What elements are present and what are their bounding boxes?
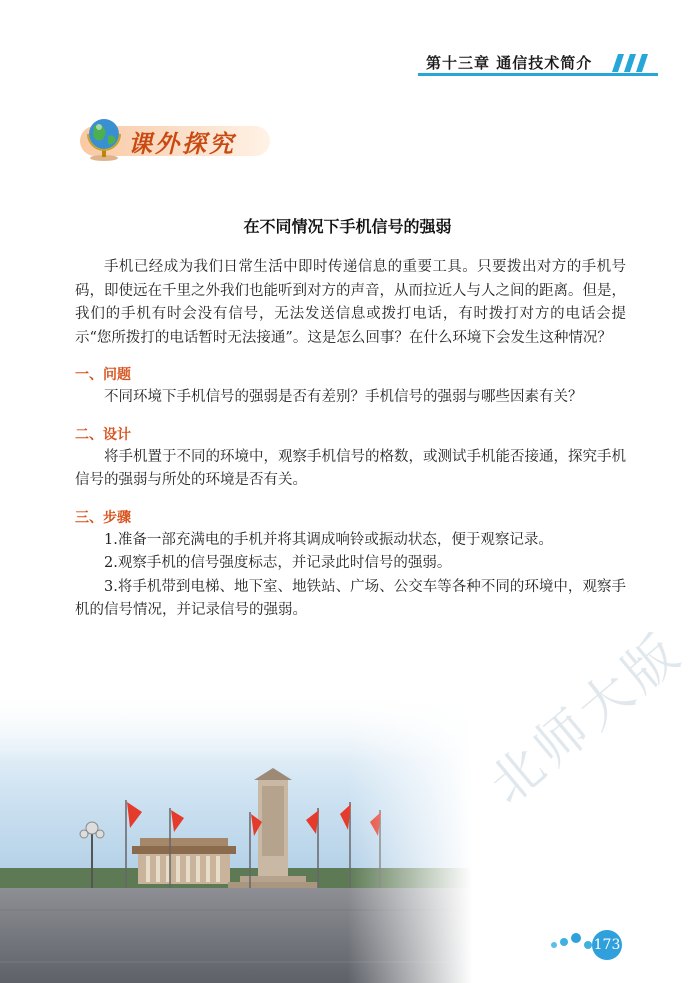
section-badge bbox=[70, 114, 270, 160]
header-underline bbox=[418, 73, 658, 76]
chapter-header bbox=[418, 52, 658, 76]
badge-title: 课外探究 bbox=[128, 130, 236, 158]
watermark: 北师大版 bbox=[478, 620, 695, 816]
section-heading-steps: 三、步骤 bbox=[75, 509, 131, 526]
step-2: 2.观察手机的信号强度标志，并记录此时信号的强弱。 bbox=[104, 555, 452, 571]
design-paragraph: 将手机置于不同的环境中，观察手机信号的格数，或测试手机能否接通，探究手机信号的强弱与所处的环境是否有关。 bbox=[75, 448, 626, 488]
page-number: 173 bbox=[592, 930, 622, 960]
article-body bbox=[75, 256, 626, 623]
step-1: 1.准备一部充满电的手机并将其调成响铃或振动状态，便于观察记录。 bbox=[104, 531, 553, 548]
stripes-decoration bbox=[606, 54, 654, 72]
section-heading-design: 二、设计 bbox=[75, 426, 131, 443]
intro-paragraph: 手机已经成为我们日常生活中即时传递信息的重要工具。只要拨出对方的手机号码，即使远在千里之外我们也能听到对方的声音，从而拉近人与人之间的距离。但是，我们的手机有时会没有信号，无法发送信息或拨打电话，有时拨打对方的电话会提示“您所拨打的电话暂时无法接通”。这是怎么回事？在什么环境下会发生这种情况？ bbox=[75, 259, 626, 346]
article-title: 在不同情况下手机信号的强弱 bbox=[243, 217, 452, 236]
globe-icon bbox=[82, 114, 126, 162]
chapter-title: 第十三章 通信技术简介 bbox=[426, 54, 593, 72]
step-3: 3.将手机带到电梯、地下室、地铁站、广场、公交车等各种不同的环境中，观察手机的信号情况，并记录信号的强弱。 bbox=[75, 578, 626, 618]
page-dots-decoration bbox=[548, 925, 598, 955]
question-paragraph: 不同环境下手机信号的强弱是否有差别？手机信号的强弱与哪些因素有关？ bbox=[104, 389, 583, 405]
section-heading-question: 一、问题 bbox=[75, 367, 131, 383]
